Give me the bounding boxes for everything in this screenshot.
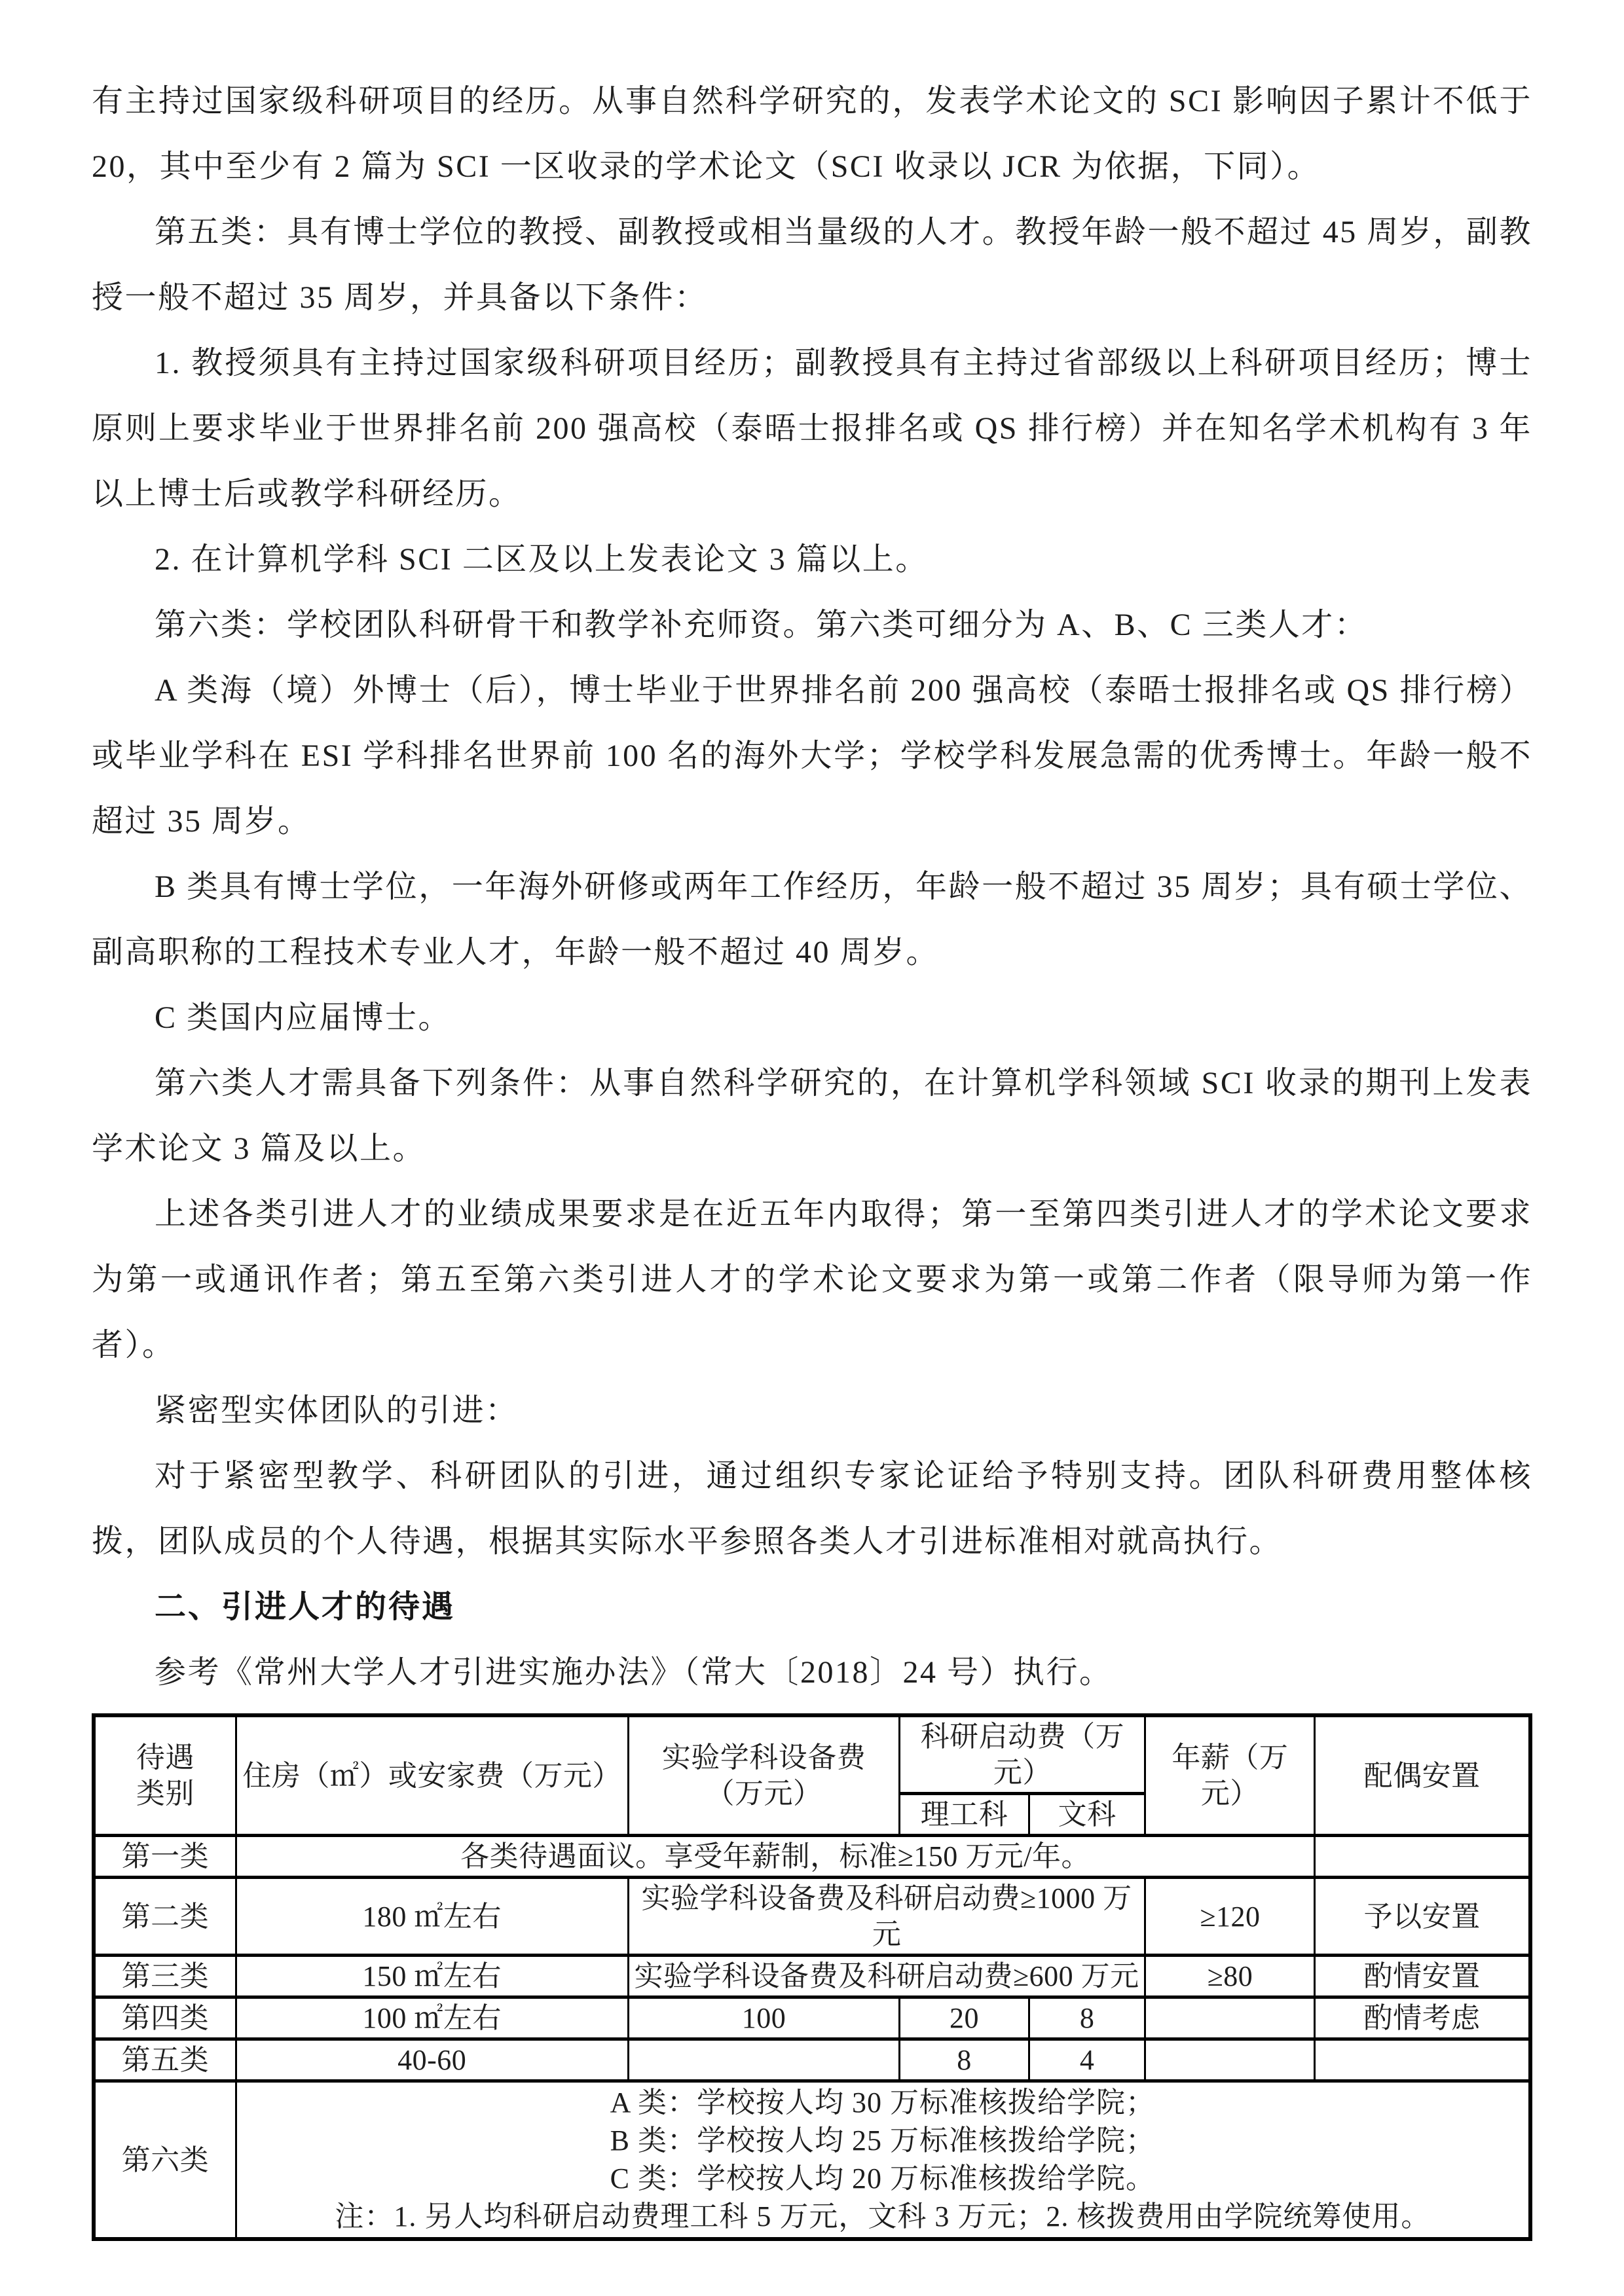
body-paragraph: 上述各类引进人才的业绩成果要求是在近五年内取得；第一至第四类引进人才的学术论文要求为第一或通讯作者；第五至第六类引进人才的学术论文要求为第一或第二作者（限导师为第一作者）。 — [92, 1197, 1532, 1362]
body-paragraph: 紧密型实体团队的引进： — [155, 1393, 519, 1428]
cell-class1-spouse — [1315, 1836, 1530, 1878]
class6-line-b: B 类：学校按人均 25 万标准核拨给学院； — [610, 2124, 1156, 2157]
reference-paragraph: 参考《常州大学人才引进实施办法》（常大〔2018〕24 号）执行。 — [155, 1655, 1113, 1690]
cell-class2-category: 第二类 — [94, 1878, 236, 1956]
cell-class3-category: 第三类 — [94, 1956, 236, 1997]
body-paragraph: 对于紧密型教学、科研团队的引进，通过组织专家论证给予特别支持。团队科研费用整体核拨，团队成员的个人待遇，根据其实际水平参照各类人才引进标准相对就高执行。 — [92, 1459, 1532, 1559]
cell-class5-housing: 40-60 — [236, 2039, 628, 2081]
cell-class6-details — [236, 2081, 1530, 2240]
table-row-class4 — [94, 1997, 1530, 2039]
col-header-equipment: 实验学科设备费（万元） — [628, 1715, 900, 1836]
cell-class5-startup-sci: 8 — [900, 2039, 1029, 2081]
body-paragraph: A 类海（境）外博士（后），博士毕业于世界排名前 200 强高校（泰晤士报排名或 QS 排行榜）或毕业学科在 ESI 学科排名世界前 100 名的海外大学；学校学科发展急需的优秀博士。年龄一般不超过 35 周岁。 — [92, 673, 1532, 839]
body-paragraph: B 类具有博士学位，一年海外研修或两年工作经历，年龄一般不超过 35 周岁；具有硕士学位、副高职称的工程技术专业人才，年龄一般不超过 40 周岁。 — [92, 869, 1532, 970]
cell-class3-spouse: 酌情安置 — [1315, 1956, 1530, 1997]
col-header-startup: 科研启动费（万元） — [900, 1715, 1145, 1794]
cell-class5-startup-arts: 4 — [1029, 2039, 1145, 2081]
cell-class5-salary — [1145, 2039, 1315, 2081]
cell-class5-equipment — [628, 2039, 900, 2081]
cell-class3-fees: 实验学科设备费及科研启动费≥600 万元 — [628, 1956, 1145, 1997]
table-row-class2 — [94, 1878, 1530, 1956]
cell-class4-startup-sci: 20 — [900, 1997, 1029, 2039]
table-row-class5 — [94, 2039, 1530, 2081]
cell-class1-category: 第一类 — [94, 1836, 236, 1878]
body-text-block — [92, 69, 1532, 1705]
body-paragraph: 第六类：学校团队科研骨干和教学补充师资。第六类可细分为 A、B、C 三类人才： — [155, 608, 1368, 642]
body-paragraph: 1. 教授须具有主持过国家级科研项目经历；副教授具有主持过省部级以上科研项目经历；博士原则上要求毕业于世界排名前 200 强高校（泰晤士报排名或 QS 排行榜）并在知名学术机构有 3 年以上博士后或教学科研经历。 — [92, 346, 1532, 511]
col-header-startup-sci: 理工科 — [900, 1794, 1029, 1836]
col-header-category-label: 待遇类别 — [136, 1741, 194, 1810]
benefits-table — [92, 1713, 1532, 2241]
cell-class3-salary: ≥80 — [1145, 1956, 1315, 1997]
cell-class1-merged: 各类待遇面议。享受年薪制，标准≥150 万元/年。 — [236, 1836, 1315, 1878]
class6-line-note: 注：1. 另人均科研启动费理工科 5 万元，文科 3 万元；2. 核拨费用由学院统筹使用。 — [335, 2200, 1431, 2232]
cell-class2-spouse: 予以安置 — [1315, 1878, 1530, 1956]
table-row-class1 — [94, 1836, 1530, 1878]
cell-class4-salary — [1145, 1997, 1315, 2039]
class6-line-a: A 类：学校按人均 30 万标准核拨给学院； — [610, 2086, 1156, 2119]
col-header-spouse: 配偶安置 — [1315, 1715, 1530, 1836]
cell-class2-housing: 180 ㎡左右 — [236, 1878, 628, 1956]
cell-class4-spouse: 酌情考虑 — [1315, 1997, 1530, 2039]
cell-class2-salary: ≥120 — [1145, 1878, 1315, 1956]
col-header-housing: 住房（㎡）或安家费（万元） — [236, 1715, 628, 1836]
cell-class4-equipment: 100 — [628, 1997, 900, 2039]
body-paragraph: 2. 在计算机学科 SCI 二区及以上发表论文 3 篇以上。 — [155, 542, 929, 577]
cell-class4-startup-arts: 8 — [1029, 1997, 1145, 2039]
col-header-salary: 年薪（万元） — [1145, 1715, 1315, 1836]
cell-class4-housing: 100 ㎡左右 — [236, 1997, 628, 2039]
cell-class5-spouse — [1315, 2039, 1530, 2081]
class6-line-c: C 类：学校按人均 20 万标准核拨给学院。 — [610, 2162, 1156, 2195]
col-header-category — [94, 1715, 236, 1836]
cell-class6-category: 第六类 — [94, 2081, 236, 2240]
section-heading: 二、引进人才的待遇 — [155, 1590, 456, 1624]
cell-class3-housing: 150 ㎡左右 — [236, 1956, 628, 1997]
cell-class5-category: 第五类 — [94, 2039, 236, 2081]
table-row-class6 — [94, 2081, 1530, 2240]
body-paragraph: 有主持过国家级科研项目的经历。从事自然科学研究的，发表学术论文的 SCI 影响因子累计不低于 20，其中至少有 2 篇为 SCI 一区收录的学术论文（SCI 收录以 JCR 为依据，下同）。 — [92, 84, 1532, 184]
col-header-startup-arts: 文科 — [1029, 1794, 1145, 1836]
body-paragraph: C 类国内应届博士。 — [155, 1000, 452, 1035]
cell-class4-category: 第四类 — [94, 1997, 236, 2039]
body-paragraph: 第五类：具有博士学位的教授、副教授或相当量级的人才。教授年龄一般不超过 45 周岁，副教授一般不超过 35 周岁，并具备以下条件： — [92, 215, 1532, 315]
body-paragraph: 第六类人才需具备下列条件：从事自然科学研究的，在计算机学科领域 SCI 收录的期刊上发表学术论文 3 篇及以上。 — [92, 1066, 1532, 1166]
table-row-class3 — [94, 1956, 1530, 1997]
cell-class2-fees: 实验学科设备费及科研启动费≥1000 万元 — [628, 1878, 1145, 1956]
